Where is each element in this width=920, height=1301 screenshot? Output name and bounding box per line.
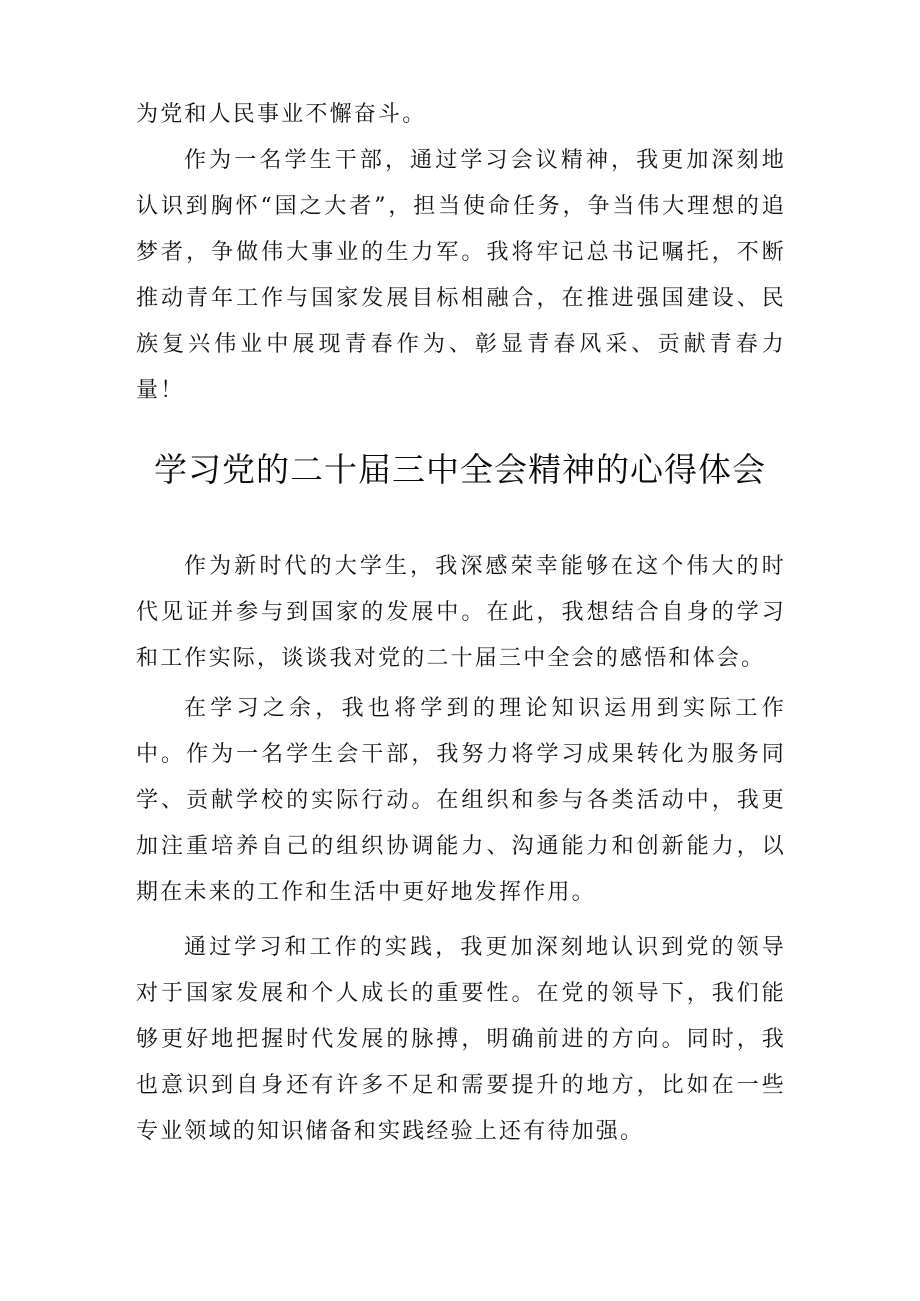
body-paragraph: 在学习之余，我也将学到的理论知识运用到实际工作中。作为一名学生会干部，我努力将学习成果转化为服务同学、贡献学校的实际行动。在组织和参与各类活动中，我更加注重培养自己的组织协调能力、沟通能力和创新能力，以期在未来的工作和生活中更好地发挥作用。 <box>136 696 786 905</box>
article-paragraph-3 <box>136 925 786 1155</box>
continuation-line: 为党和人民事业不懈奋斗。 <box>136 102 427 127</box>
body-paragraph: 作为新时代的大学生，我深感荣幸能够在这个伟大的时代见证并参与到国家的发展中。在此，我想结合自身的学习和工作实际，谈谈我对党的二十届三中全会的感悟和体会。 <box>136 554 786 671</box>
previous-article-closing-paragraph <box>136 138 786 414</box>
previous-article-ending <box>136 92 786 138</box>
body-paragraph: 通过学习和工作的实践，我更加深刻地认识到党的领导对于国家发展和个人成长的重要性。在党的领导下，我们能够更好地把握时代发展的脉搏，明确前进的方向。同时，我也意识到自身还有许多不足和需要提升的地方，比如在一些专业领域的知识储备和实践经验上还有待加强。 <box>136 935 786 1144</box>
closing-paragraph: 作为一名学生干部，通过学习会议精神，我更加深刻地认识到胸怀“国之大者”，担当使命任务，争当伟大理想的追梦者，争做伟大事业的生力军。我将牢记总书记嘱托，不断推动青年工作与国家发展目标相融合，在推进强国建设、民族复兴伟业中展现青春作为、彰显青春风采、贡献青春力量！ <box>136 148 786 403</box>
article-paragraph-1 <box>136 544 786 682</box>
article-paragraph-2 <box>136 686 786 916</box>
article-title: 学习党的二十届三中全会精神的心得体会 <box>154 450 766 489</box>
